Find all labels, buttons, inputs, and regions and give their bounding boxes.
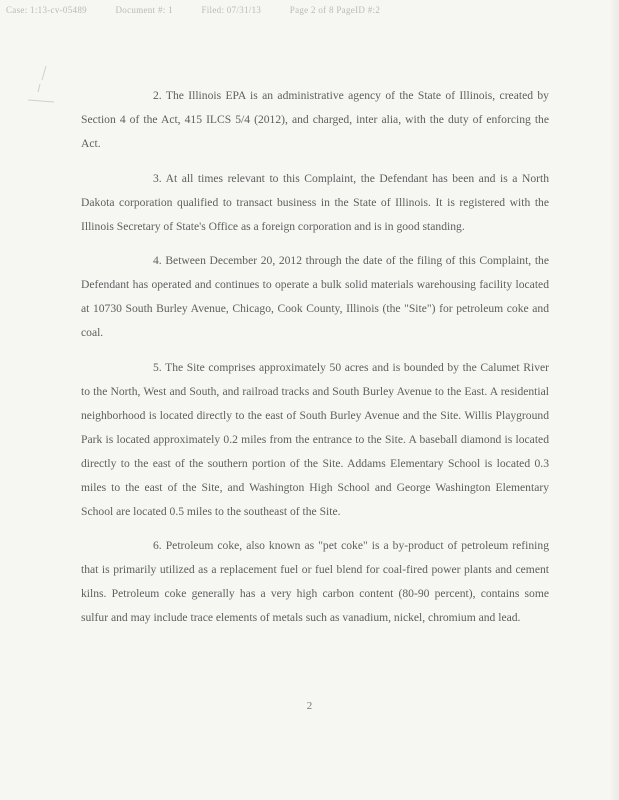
paragraph-2 (81, 84, 549, 156)
paragraph-number: 6. (153, 539, 162, 553)
page-number: 2 (306, 700, 313, 712)
paragraph-number: 3. (153, 171, 162, 185)
paragraph-5 (81, 356, 549, 523)
paragraph-text: Between December 20, 2012 through the date of the filing of this Complaint, the Defendant has operated and continues to operate a bulk solid materials warehousing facility located at 10730 South Burley Avenue, Chicago, Cook County, Illinois (the "Site") for petroleum coke and coal. (81, 254, 549, 340)
case-header-strip (0, 0, 619, 20)
paragraph-6 (81, 534, 549, 630)
paragraph-number: 2. (153, 89, 162, 102)
case-number: Case: 1:13-cv-05489 (6, 5, 87, 15)
paragraph-text: At all times relevant to this Complaint, the Defendant has been and is a North Dakota corporation qualified to transact business in the State of Illinois. It is registered with the Illinois Secretary of State's Office as a foreign corporation and is in good standing. (81, 171, 549, 233)
scan-edge-shadow (609, 0, 619, 800)
paragraph-4 (81, 249, 549, 345)
paragraph-text: The Illinois EPA is an administrative agency of the State of Illinois, created by Section 4 of the Act, 415 ILCS 5/4 (2012), and charged, inter alia, with the duty of enforcing the Act. (81, 89, 549, 150)
paragraph-text: The Site comprises approximately 50 acres and is bounded by the Calumet River to the North, West and South, and railroad tracks and South Burley Avenue to the East. A residential neighborhood is located directly to the east of South Burley Avenue and the Site. Willis Playground Park is located approximately 0.2 miles from the entrance to the Site. A baseball diamond is located directly to the east of the southern portion of the Site. Addams Elementary School is located 0.3 miles to the east of the Site, and Washington High School and George Washington Elementary School are located 0.5 miles to the southeast of the Site. (81, 361, 549, 518)
page-id: Page 2 of 8 PageID #:2 (289, 5, 381, 15)
paragraph-number: 4. (153, 254, 162, 268)
filed-date: Filed: 07/31/13 (201, 5, 262, 15)
paragraph-3 (81, 167, 549, 239)
paragraph-number: 5. (153, 361, 162, 375)
paragraph-text: Petroleum coke, also known as "pet coke" is a by-product of petroleum refining that is primarily utilized as a replacement fuel or fuel blend for coal-fired power plants and cement kilns. Petroleum coke generally has a very high carbon content (80-90 percent), contains some sulfur and may include trace elements of metals such as vanadium, nickel, chromium and lead. (81, 539, 549, 625)
document-number: Document #: 1 (115, 5, 173, 15)
scan-artifact-mark (24, 62, 62, 108)
complaint-body (81, 84, 549, 641)
